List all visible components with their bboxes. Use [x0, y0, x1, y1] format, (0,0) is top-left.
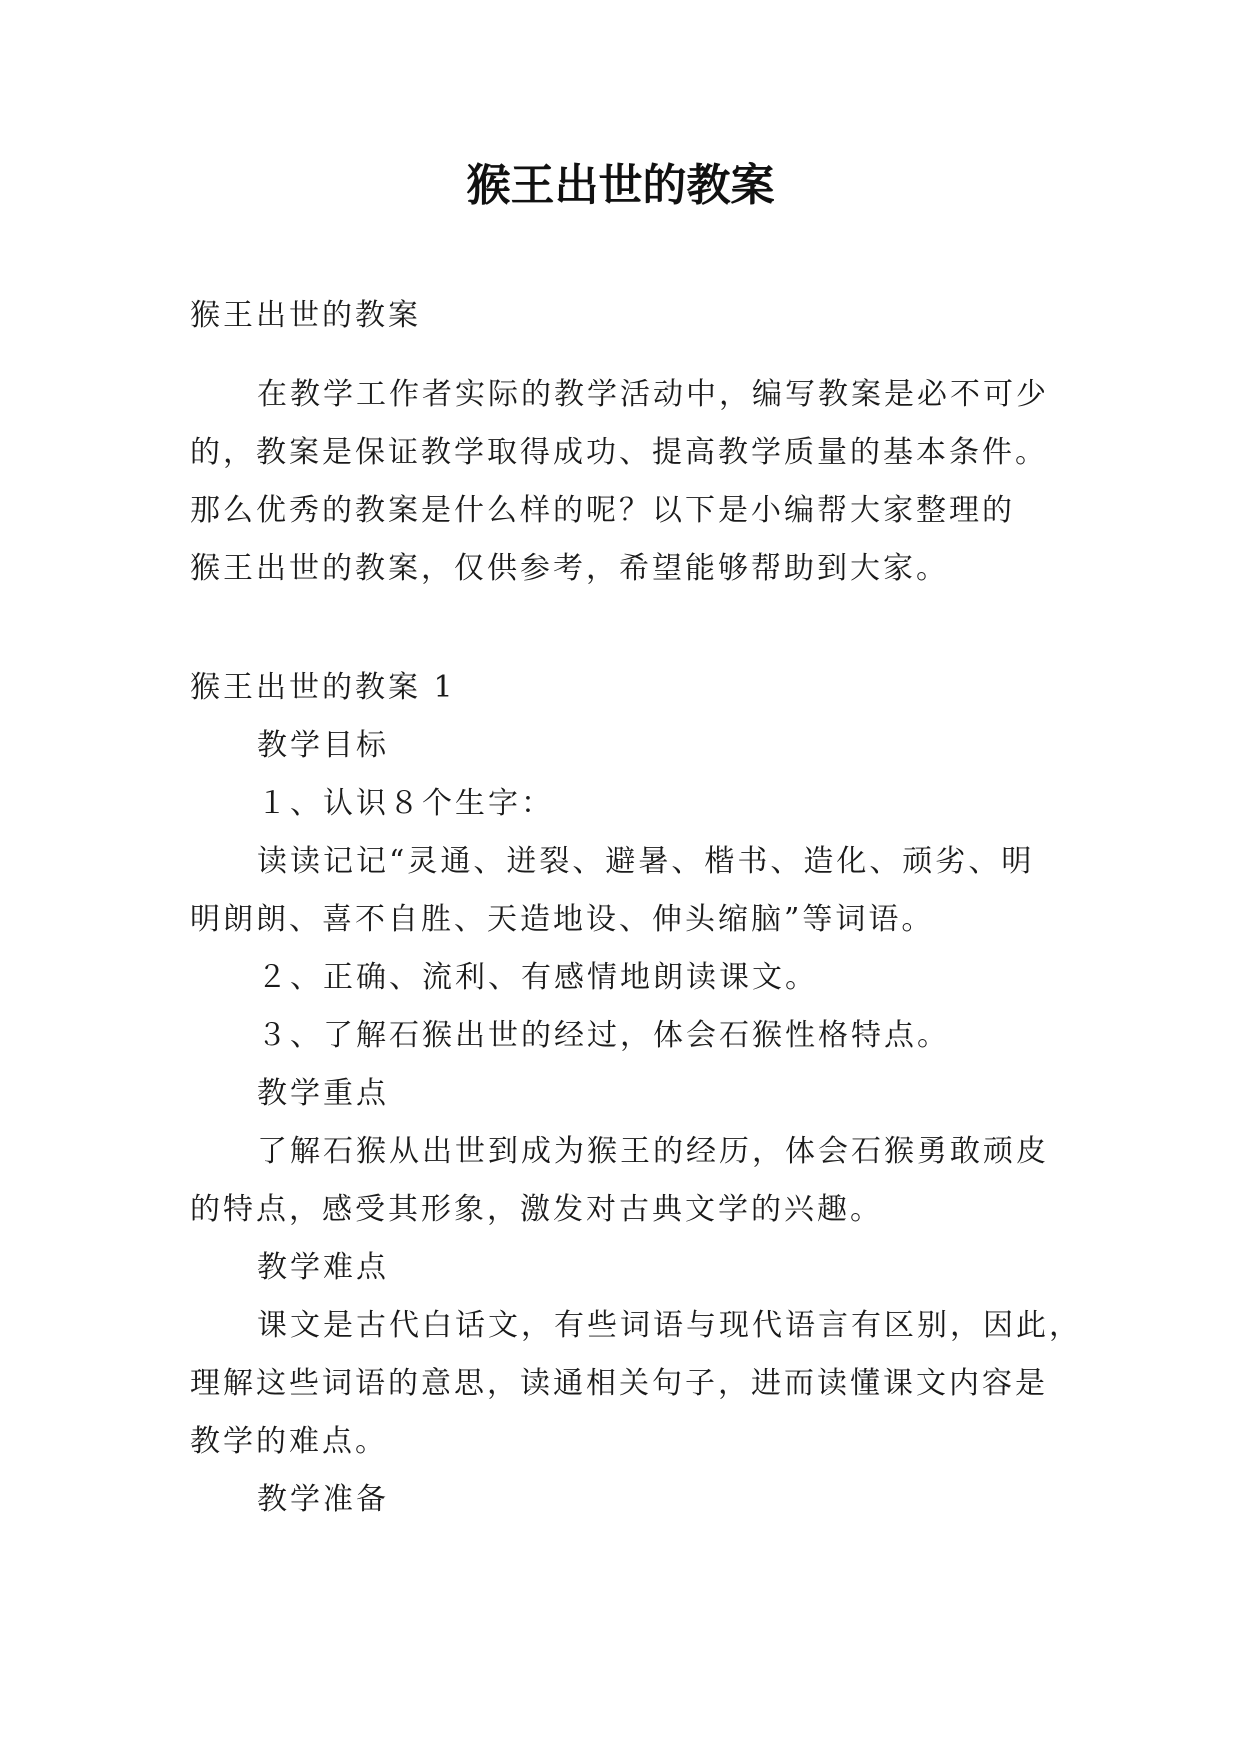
intro-line: 在教学工作者实际的教学活动中，编写教案是必不可少 [257, 377, 1049, 412]
body-line: ２、正确、流利、有感情地朗读课文。 [257, 960, 818, 995]
body-line: 教学目标 [257, 728, 389, 763]
body-line: ３、了解石猴出世的经过，体会石猴性格特点。 [257, 1018, 950, 1053]
intro-line: 猴王出世的教案，仅供参考，希望能够帮助到大家。 [190, 551, 949, 586]
body-line: 读读记记“灵通、迸裂、避暑、楷书、造化、顽劣、明 [257, 844, 1035, 879]
page-title: 猴王出世的教案 [466, 160, 775, 211]
body-line: 教学准备 [257, 1482, 389, 1517]
intro-line: 那么优秀的教案是什么样的呢？以下是小编帮大家整理的 [190, 493, 1015, 528]
body-line: 课文是古代白话文，有些词语与现代语言有区别，因此， [257, 1308, 1082, 1343]
body-line: 教学难点 [257, 1250, 389, 1285]
body-line: 教学的难点。 [190, 1424, 388, 1459]
section-heading: 猴王出世的教案 1 [190, 670, 456, 705]
body-line: 教学重点 [257, 1076, 389, 1111]
body-line: 理解这些词语的意思，读通相关句子，进而读懂课文内容是 [190, 1366, 1048, 1401]
body-line: 明朗朗、喜不自胜、天造地设、伸头缩脑”等词语。 [190, 902, 935, 937]
body-line: 的特点，感受其形象，激发对古典文学的兴趣。 [190, 1192, 883, 1227]
intro-line: 的，教案是保证教学取得成功、提高教学质量的基本条件。 [190, 435, 1048, 470]
body-line: １、认识８个生字： [257, 786, 554, 821]
document-subtitle: 猴王出世的教案 [190, 298, 421, 333]
body-line: 了解石猴从出世到成为猴王的经历，体会石猴勇敢顽皮 [257, 1134, 1049, 1169]
